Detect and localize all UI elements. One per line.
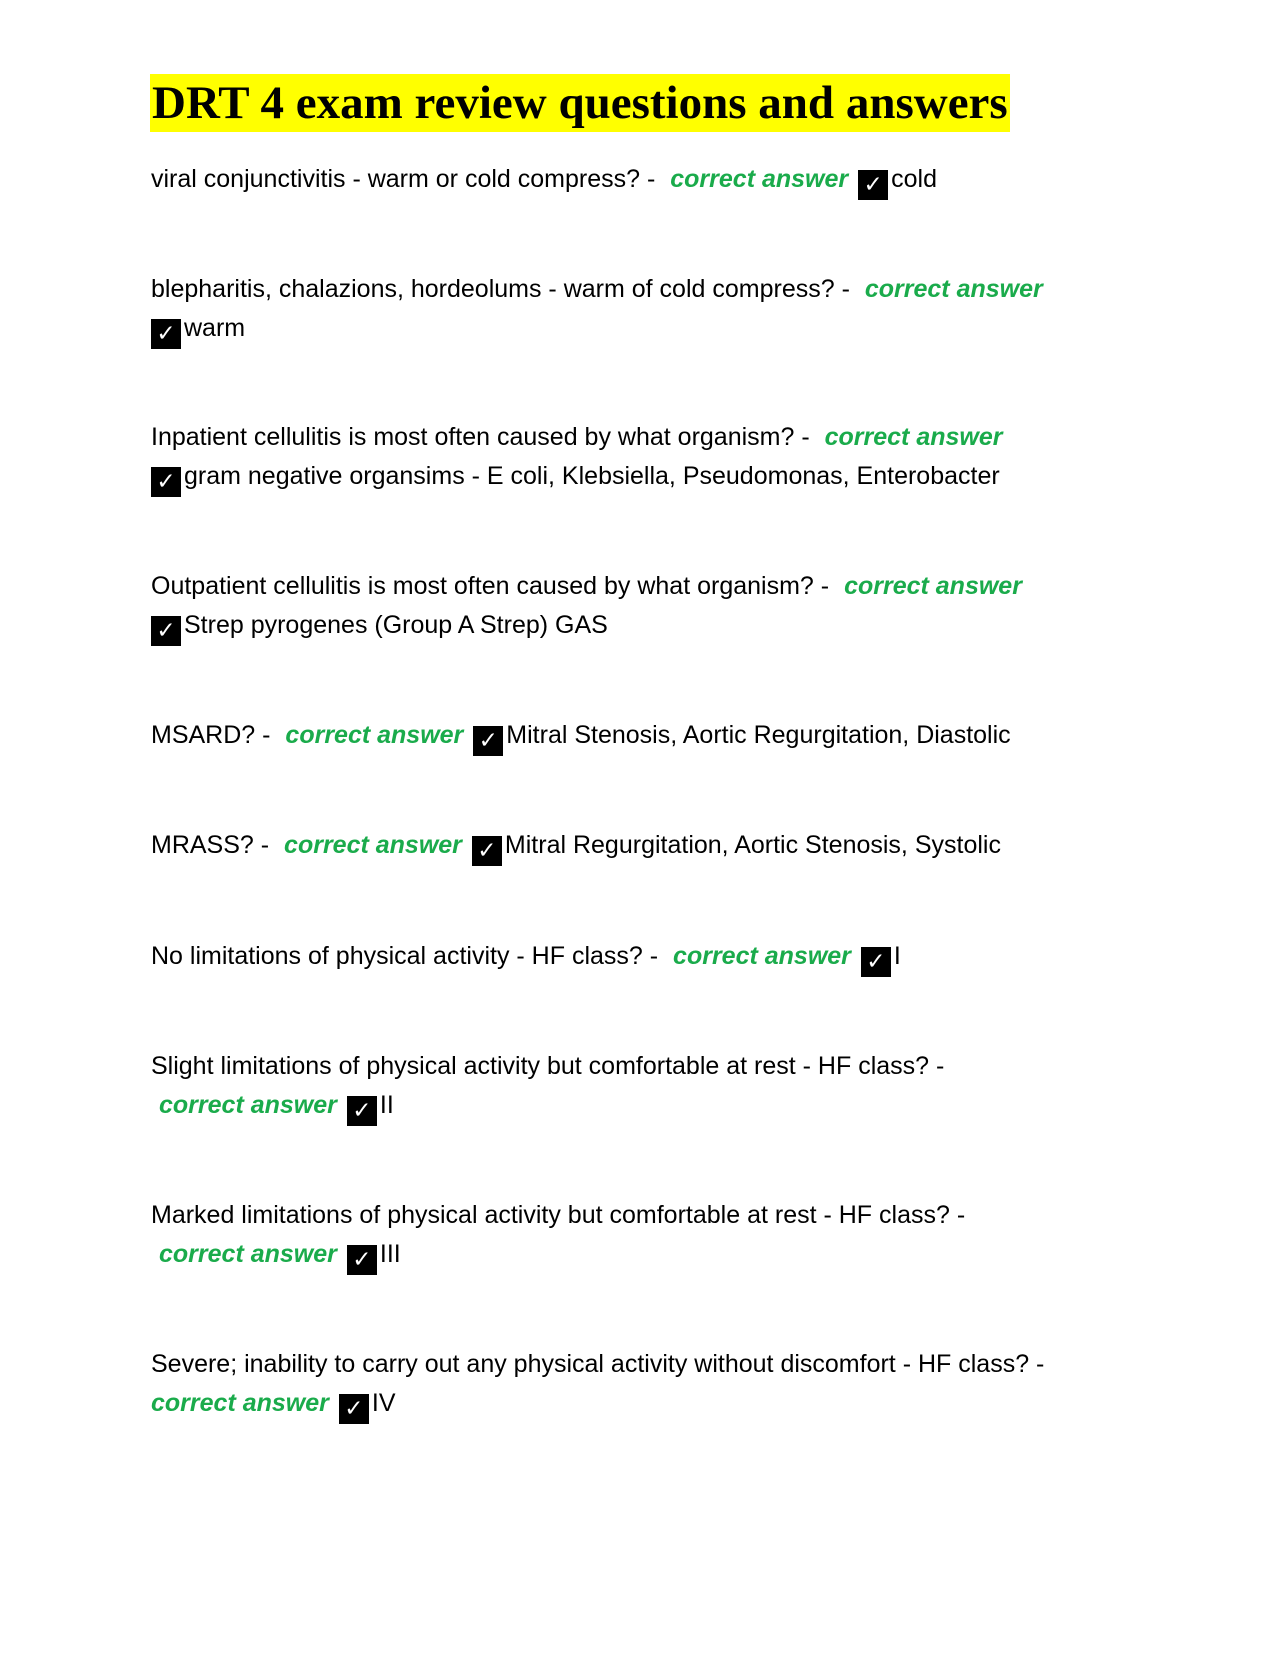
correct-answer-label: correct answer xyxy=(864,275,1043,303)
answer-text: warm xyxy=(184,314,246,342)
answer-text: Mitral Regurgitation, Aortic Stenosis, Systolic xyxy=(504,831,1001,859)
qa-item xyxy=(151,1345,1131,1424)
correct-answer-label: correct answer xyxy=(284,831,462,859)
qa-item xyxy=(151,160,1131,200)
title-highlight xyxy=(150,74,1010,132)
question-text: MSARD? - xyxy=(151,721,271,749)
qa-item xyxy=(151,567,1131,646)
answer-text: I xyxy=(893,942,901,970)
answer-text: cold xyxy=(891,165,937,193)
question-text: Marked limitations of physical activity but comfortable at rest - HF class? - xyxy=(151,1201,966,1229)
correct-answer-label: correct answer xyxy=(673,942,851,970)
check-box-icon: ✓ xyxy=(151,467,181,497)
check-box-icon: ✓ xyxy=(151,319,181,349)
check-box-icon: ✓ xyxy=(473,726,503,756)
correct-answer-label: correct answer xyxy=(824,423,1003,451)
check-box-icon: ✓ xyxy=(472,836,502,866)
answer-text: Mitral Stenosis, Aortic Regurgitation, Diastolic xyxy=(506,721,1011,749)
question-text: blepharitis, chalazions, hordeolums - warm of cold compress? - xyxy=(151,275,850,303)
qa-item xyxy=(151,1196,1131,1275)
answer-text: II xyxy=(379,1091,394,1119)
document-title: DRT 4 exam review questions and answers xyxy=(152,77,1008,129)
qa-item xyxy=(151,1047,1131,1126)
question-text: Inpatient cellulitis is most often caused by what organism? - xyxy=(151,423,810,451)
correct-answer-label: correct answer xyxy=(159,1091,337,1119)
check-box-icon: ✓ xyxy=(347,1096,377,1126)
check-box-icon: ✓ xyxy=(858,170,888,200)
question-text: Outpatient cellulitis is most often caused by what organism? - xyxy=(151,572,830,600)
question-text: MRASS? - xyxy=(151,831,270,859)
check-box-icon: ✓ xyxy=(861,947,891,977)
correct-answer-label: correct answer xyxy=(844,572,1022,600)
check-box-icon: ✓ xyxy=(347,1245,377,1275)
correct-answer-label: correct answer xyxy=(670,165,849,193)
qa-item xyxy=(151,270,1131,349)
answer-text: gram negative organsims - E coli, Klebsiella, Pseudomonas, Enterobacter xyxy=(184,462,1000,490)
answer-text: Strep pyrogenes (Group A Strep) GAS xyxy=(184,611,608,639)
answer-text: IV xyxy=(371,1389,396,1417)
check-box-icon: ✓ xyxy=(339,1394,369,1424)
question-text: Severe; inability to carry out any physical activity without discomfort - HF class? - xyxy=(151,1350,1045,1378)
question-text: No limitations of physical activity - HF class? - xyxy=(151,942,659,970)
correct-answer-label: correct answer xyxy=(151,1389,329,1417)
check-box-icon: ✓ xyxy=(151,616,181,646)
correct-answer-label: correct answer xyxy=(285,721,464,749)
question-text: Slight limitations of physical activity but comfortable at rest - HF class? - xyxy=(151,1052,945,1080)
correct-answer-label: correct answer xyxy=(159,1240,337,1268)
question-text: viral conjunctivitis - warm or cold compress? - xyxy=(151,165,656,193)
qa-item xyxy=(151,716,1131,756)
qa-item xyxy=(151,418,1131,497)
answer-text: III xyxy=(379,1240,401,1268)
qa-item xyxy=(151,826,1131,866)
qa-item xyxy=(151,937,1131,977)
